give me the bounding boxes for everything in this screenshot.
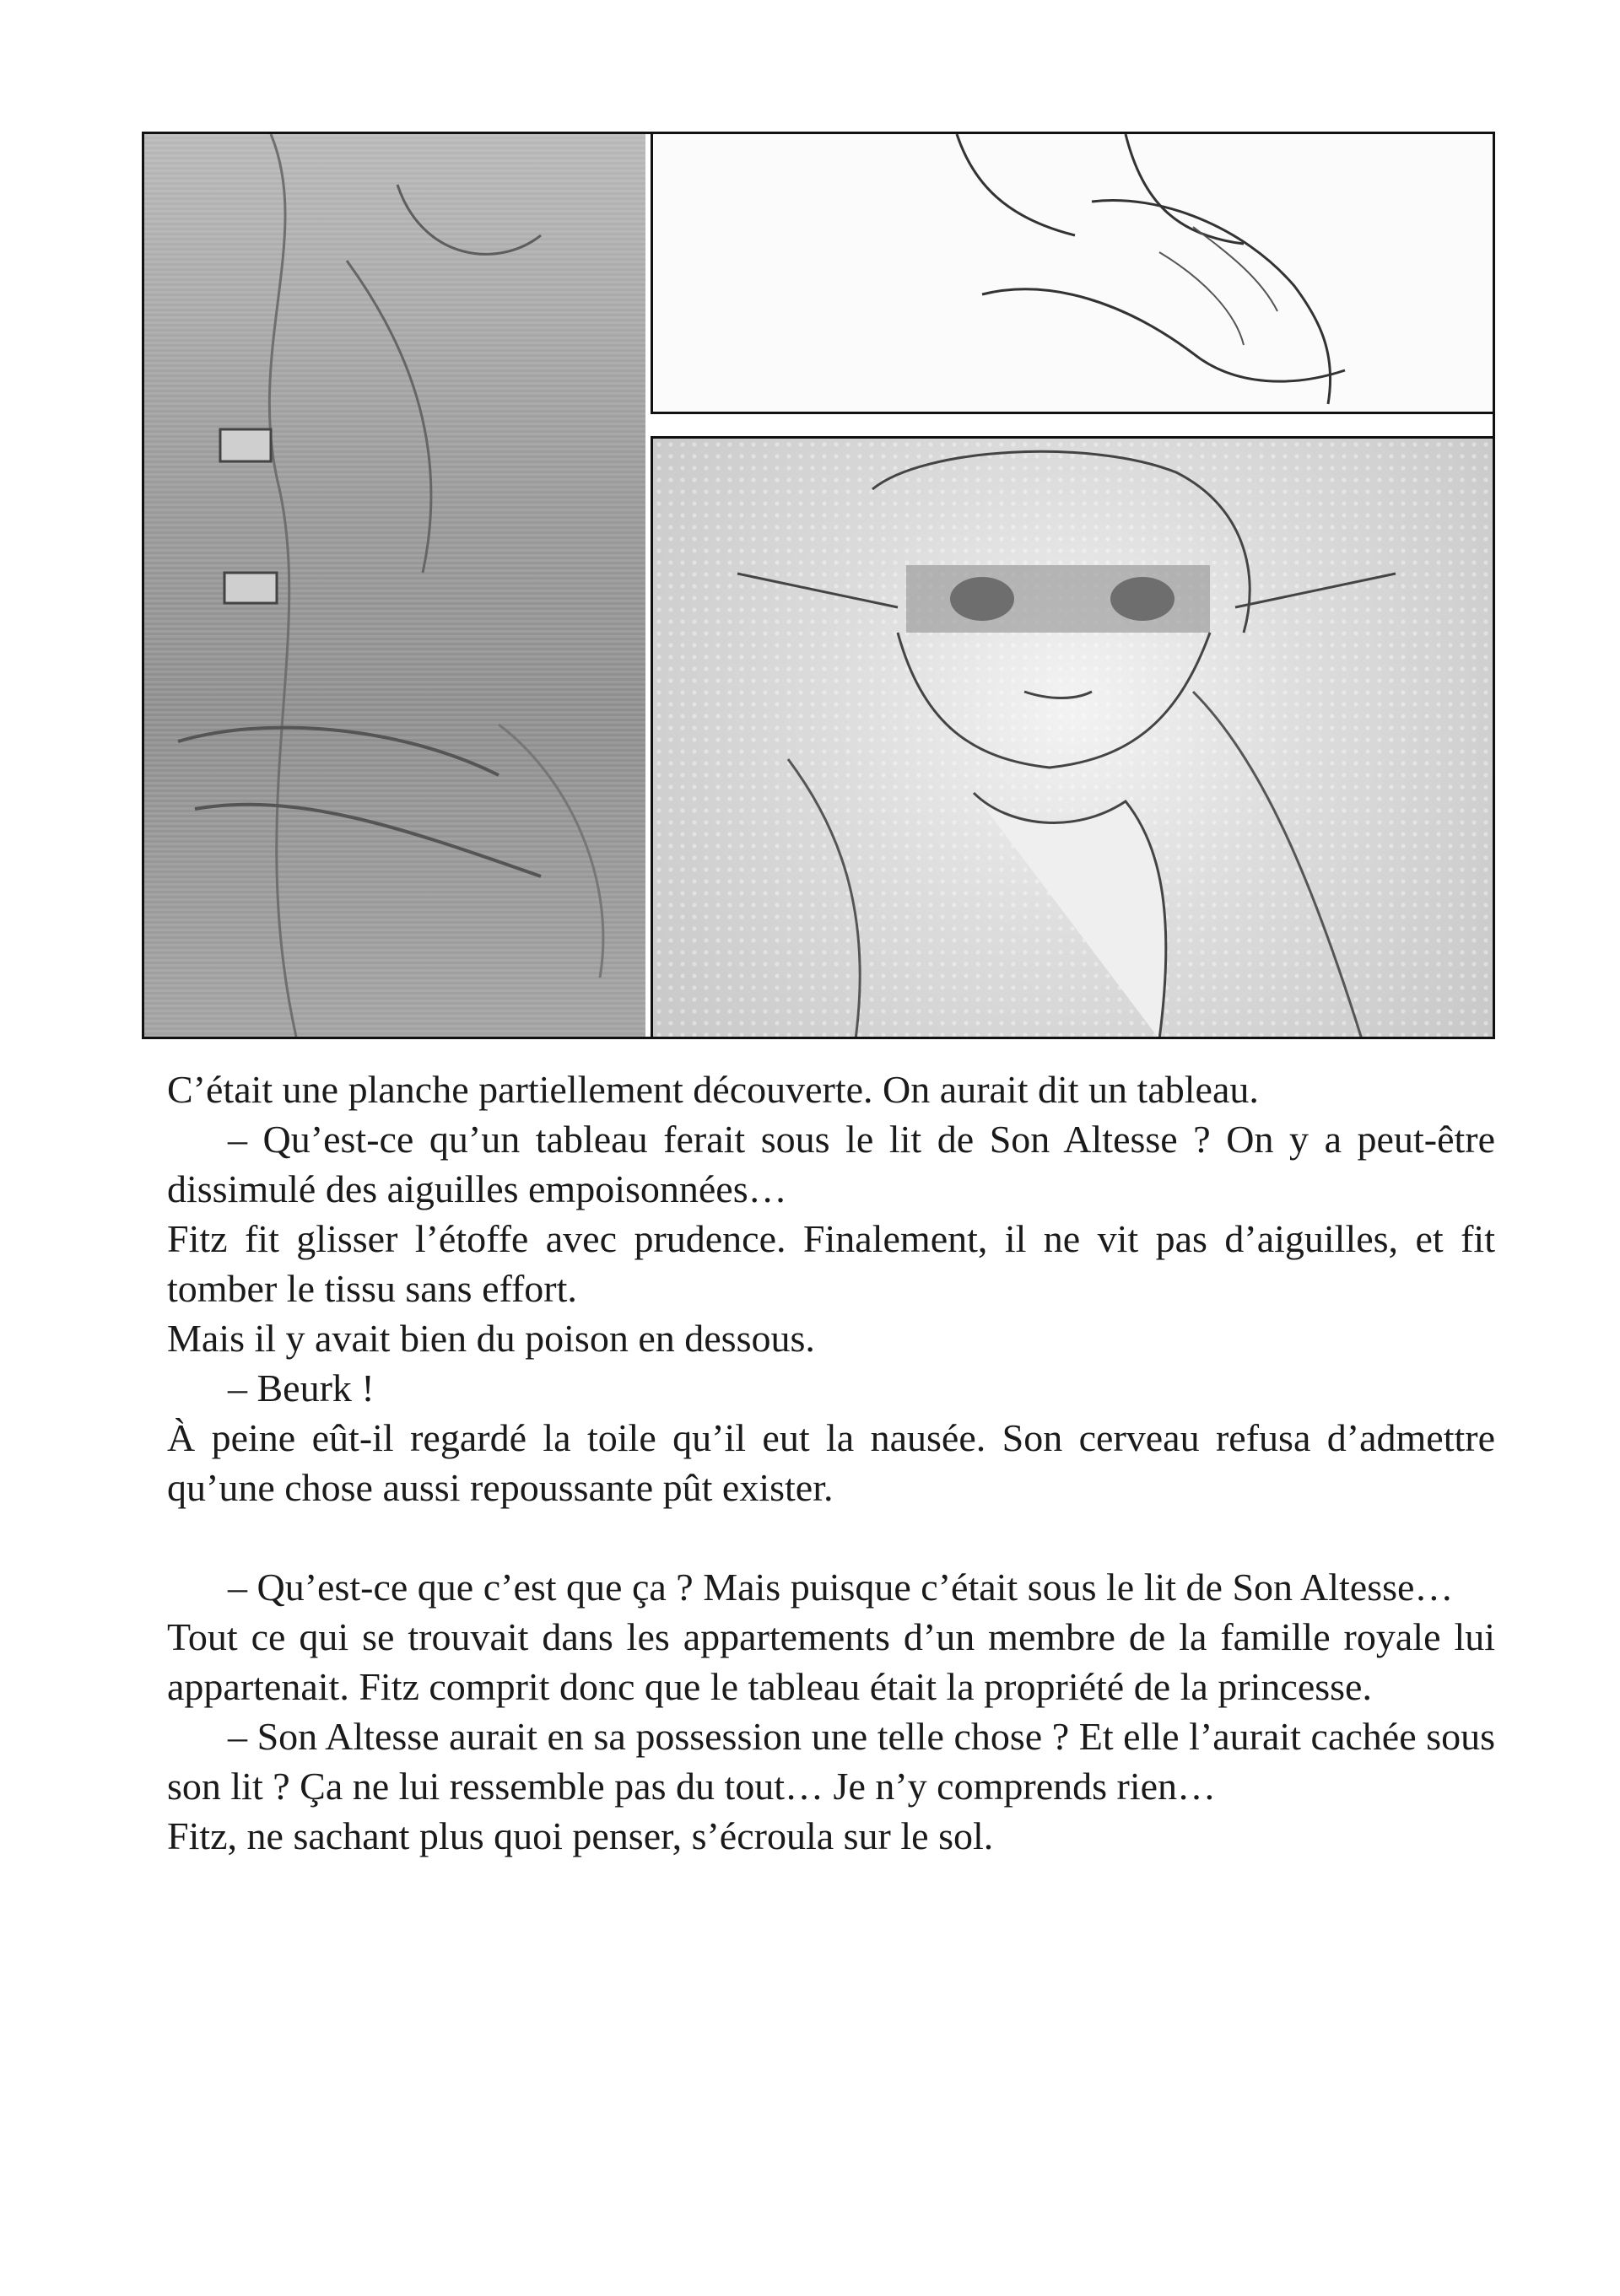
manga-panel-bottom-right [651,436,1493,1037]
dialogue-line: – Qu’est-ce qu’un tableau ferait sous le lit de Son Altesse ? On y a peut-être dissimulé des aiguilles empoisonnées… [167,1118,1495,1210]
paragraph-gap [167,1512,1495,1562]
figure-sketch-left [144,134,645,1037]
hands-sketch [653,134,1493,414]
paragraph: C’était une planche partiellement découverte. On aurait dit un tableau. [167,1068,1259,1111]
novel-text [167,1064,1495,1861]
manga-illustration [142,132,1495,1039]
character-face-sketch [653,439,1493,1037]
paragraph: Tout ce qui se trouvait dans les appartements d’un membre de la famille royale lui appartenait. Fitz comprit donc que le tableau était la propriété de la princesse. [167,1615,1495,1708]
dialogue-line: – Beurk ! [228,1366,375,1409]
paragraph: À peine eût-il regardé la toile qu’il eut la nausée. Son cerveau refusa d’admettre qu’une chose aussi repoussante pût exister. [167,1416,1495,1509]
paragraph: Mais il y avait bien du poison en dessous. [167,1317,815,1360]
dialogue-line: – Son Altesse aurait en sa possession une telle chose ? Et elle l’aurait cachée sous son lit ? Ça ne lui ressemble pas du tout… Je n’y comprends rien… [167,1715,1495,1808]
manga-panel-top-right [651,134,1493,414]
manga-panel-left [144,134,645,1037]
paragraph: Fitz fit glisser l’étoffe avec prudence. Finalement, il ne vit pas d’aiguilles, et fit tomber le tissu sans effort. [167,1217,1495,1310]
dialogue-line: – Qu’est-ce que c’est que ça ? Mais puisque c’était sous le lit de Son Altesse… [228,1566,1454,1609]
paragraph: Fitz, ne sachant plus quoi penser, s’écroula sur le sol. [167,1814,994,1857]
